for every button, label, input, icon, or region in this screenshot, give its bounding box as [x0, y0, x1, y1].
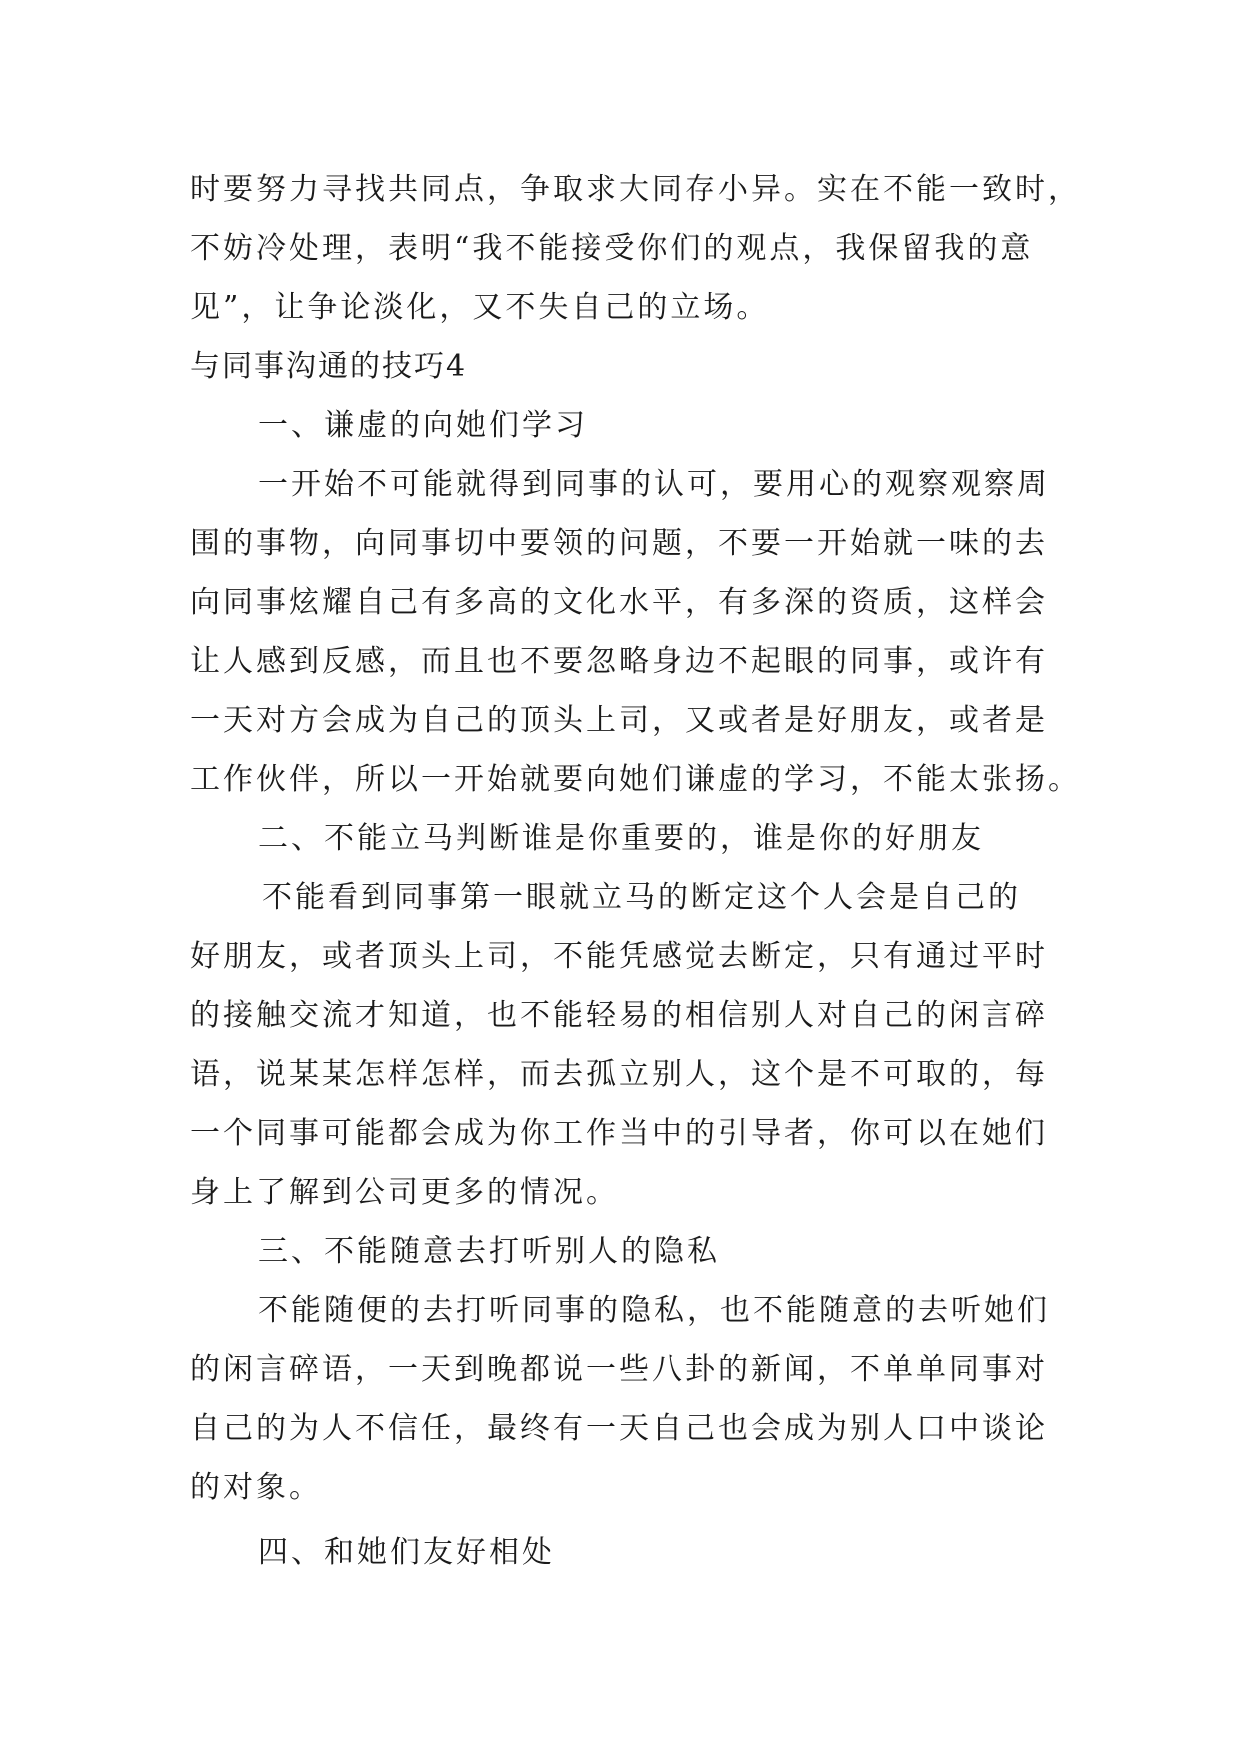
paragraph-line: 好朋友，或者顶头上司，不能凭感觉去断定，只有通过平时: [190, 939, 1048, 974]
paragraph-line: 围的事物，向同事切中要领的问题，不要一开始就一味的去: [190, 526, 1048, 561]
paragraph-line: 的对象。: [190, 1470, 322, 1505]
paragraph-line: 工作伙伴，所以一开始就要向她们谦虚的学习，不能太张扬。: [190, 762, 1081, 797]
paragraph-line: 身上了解到公司更多的情况。: [190, 1175, 619, 1210]
paragraph-line: 一个同事可能都会成为你工作当中的引导者，你可以在她们: [190, 1116, 1048, 1151]
subheading-line: 一、谦虚的向她们学习: [258, 408, 588, 443]
document-body: [190, 160, 1081, 1582]
paragraph-line: 让人感到反感，而且也不要忽略身边不起眼的同事，或许有: [190, 644, 1048, 679]
subheading-line: 四、和她们友好相处: [258, 1535, 555, 1570]
paragraph-line: 语，说某某怎样怎样，而去孤立别人，这个是不可取的，每: [190, 1057, 1048, 1092]
paragraph-line: 不能随便的去打听同事的隐私，也不能随意的去听她们: [258, 1293, 1050, 1328]
paragraph-line: 一开始不可能就得到同事的认可，要用心的观察观察周: [258, 467, 1050, 502]
paragraph-line: 的闲言碎语，一天到晚都说一些八卦的新闻，不单单同事对: [190, 1352, 1048, 1387]
paragraph-line: 一天对方会成为自己的顶头上司，又或者是好朋友，或者是: [190, 703, 1048, 738]
paragraph-line: 见”，让争论淡化，又不失自己的立场。: [190, 290, 770, 325]
paragraph-line: 不妨冷处理，表明“我不能接受你们的观点，我保留我的意: [190, 231, 1034, 266]
paragraph-line: 不能看到同事第一眼就立马的断定这个人会是自己的: [262, 880, 1021, 915]
paragraph-line: 的接触交流才知道，也不能轻易的相信别人对自己的闲言碎: [190, 998, 1048, 1033]
section-title: 与同事沟通的技巧4: [190, 349, 468, 384]
paragraph-line: 时要努力寻找共同点，争取求大同存小异。实在不能一致时，: [190, 172, 1081, 207]
paragraph-line: 向同事炫耀自己有多高的文化水平，有多深的资质，这样会: [190, 585, 1048, 620]
subheading-line: 二、不能立马判断谁是你重要的，谁是你的好朋友: [258, 821, 984, 856]
subheading-line: 三、不能随意去打听别人的隐私: [258, 1234, 720, 1269]
paragraph-line: 自己的为人不信任，最终有一天自己也会成为别人口中谈论: [190, 1411, 1048, 1446]
